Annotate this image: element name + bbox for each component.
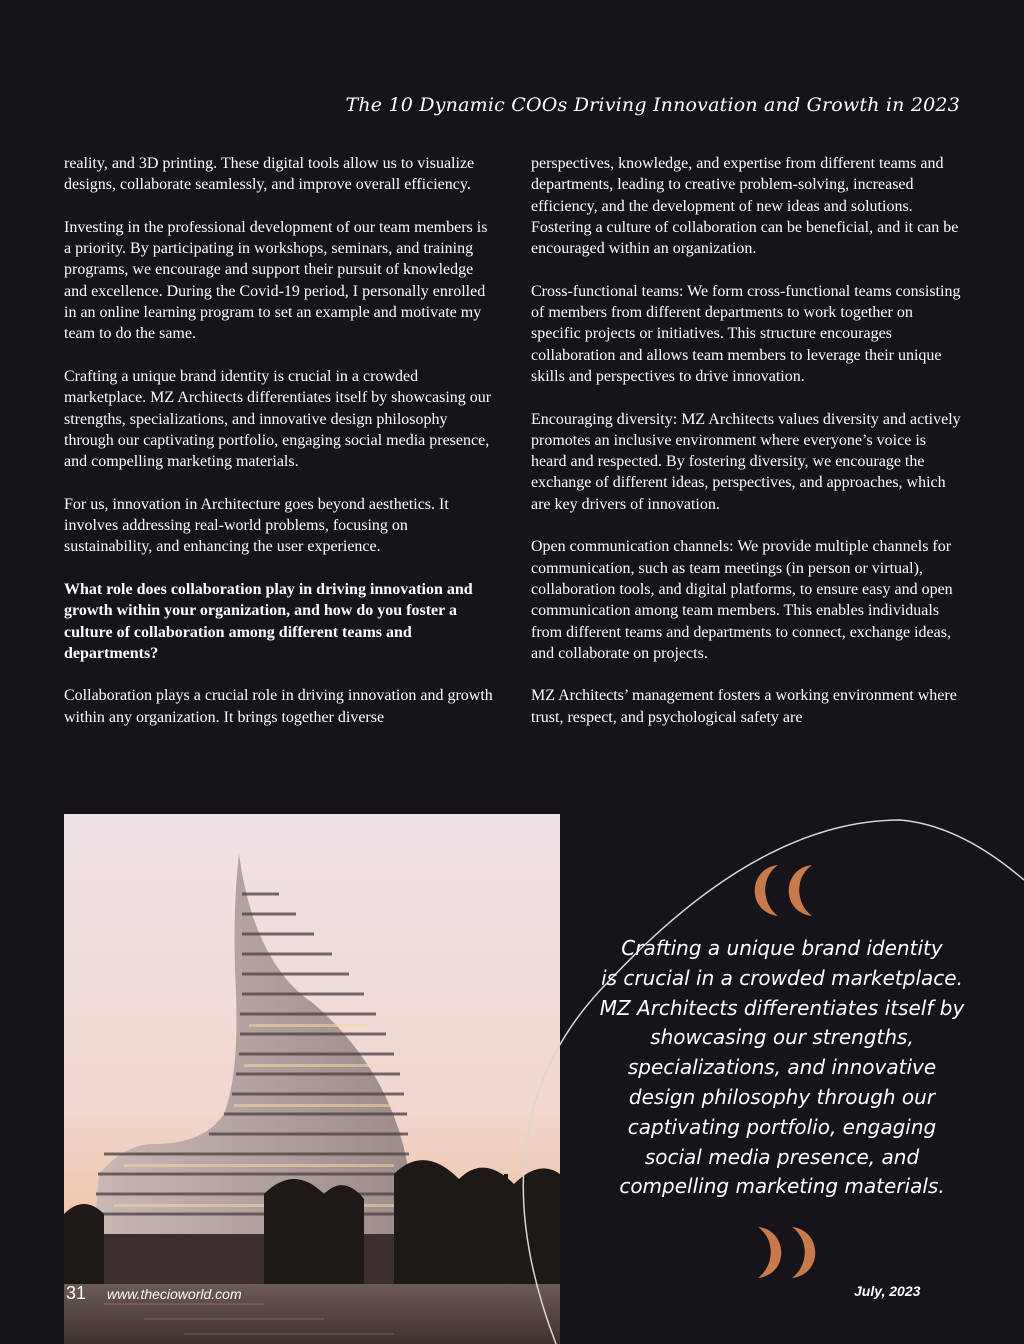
pull-quote-line: compelling marketing materials.	[619, 1174, 945, 1199]
paragraph: Encouraging diversity: MZ Architects values diversity and actively promotes an inclusive environment where everyone’s voice is heard and respected. By fostering diversity, we encourage the exchange of different ideas, perspectives, and approaches, which are key drivers of innovation.	[531, 410, 961, 513]
open-quote-icon	[738, 860, 818, 920]
pull-quote	[592, 934, 972, 1202]
pull-quote-line: captivating portfolio, engaging	[627, 1114, 937, 1139]
article-right-column	[531, 153, 963, 749]
paragraph: Open communication channels: We provide multiple channels for communication, such as team meetings (in person or virtual), collaboration tools, and digital platforms, to ensure easy and open communication among team members. This enables individuals from different teams and departments to connect, exchange ideas, and collaborate on projects.	[531, 538, 953, 662]
paragraph: perspectives, knowledge, and expertise from different teams and departments, leading to creative problem-solving, increased efficiency, and the development of new ideas and solutions. Fostering a culture of collaboration can be beneficial, and it can be encouraged within an organization.	[531, 155, 959, 258]
website-link[interactable]: www.thecioworld.com	[107, 1286, 242, 1302]
pull-quote-line: specializations, and innovative	[627, 1055, 937, 1080]
page-header-title: The 10 Dynamic COOs Driving Innovation and Growth in 2023	[345, 94, 960, 116]
paragraph: Investing in the professional development of our team members is a priority. By participating in workshops, seminars, and training programs, we encourage and support their pursuit of knowledge and excellence. During the Covid-19 period, I personally enrolled in an online learning program to set an example and motivate my team to do the same.	[64, 218, 488, 343]
building-photo	[64, 814, 560, 1344]
page-number: 31	[66, 1283, 87, 1303]
paragraph: Cross-functional teams: We form cross-functional teams consisting of members from different departments to work together on specific projects or initiatives. This structure encourages collaboration and allows team members to leverage their unique skills and perspectives to drive innovation.	[531, 282, 961, 385]
pull-quote-line: social media presence, and	[644, 1144, 920, 1169]
pull-quote-line: Crafting a unique brand identity	[621, 936, 943, 960]
pull-quote-line: showcasing our strengths,	[650, 1025, 914, 1050]
paragraph: reality, and 3D printing. These digital tools allow us to visualize designs, collaborate seamlessly, and improve overall efficiency.	[64, 155, 475, 194]
pull-quote-line: is crucial in a crowded marketplace.	[601, 965, 963, 990]
paragraph: For us, innovation in Architecture goes beyond aesthetics. It involves addressing real-world problems, focusing on sustainability, and enhancing the user experience.	[64, 495, 449, 556]
paragraph: Collaboration plays a crucial role in driving innovation and growth within any organization. It brings together diverse	[64, 687, 493, 726]
article-left-column	[64, 153, 496, 749]
paragraph: MZ Architects’ management fosters a working environment where trust, respect, and psychological safety are	[531, 687, 957, 726]
interview-question: What role does collaboration play in driving innovation and growth within your organization, and how do you foster a culture of collaboration among different teams and departments?	[64, 580, 473, 662]
pull-quote-line: design philosophy through our	[628, 1084, 936, 1109]
issue-date: July, 2023	[854, 1283, 921, 1299]
paragraph: Crafting a unique brand identity is crucial in a crowded marketplace. MZ Architects differentiates itself by showcasing our strengths, specializations, and innovative design philosophy through our captivating portfolio, engaging social media presence, and compelling marketing materials.	[64, 367, 492, 471]
close-quote-icon	[752, 1222, 832, 1282]
pull-quote-line: MZ Architects differentiates itself by	[599, 995, 965, 1020]
